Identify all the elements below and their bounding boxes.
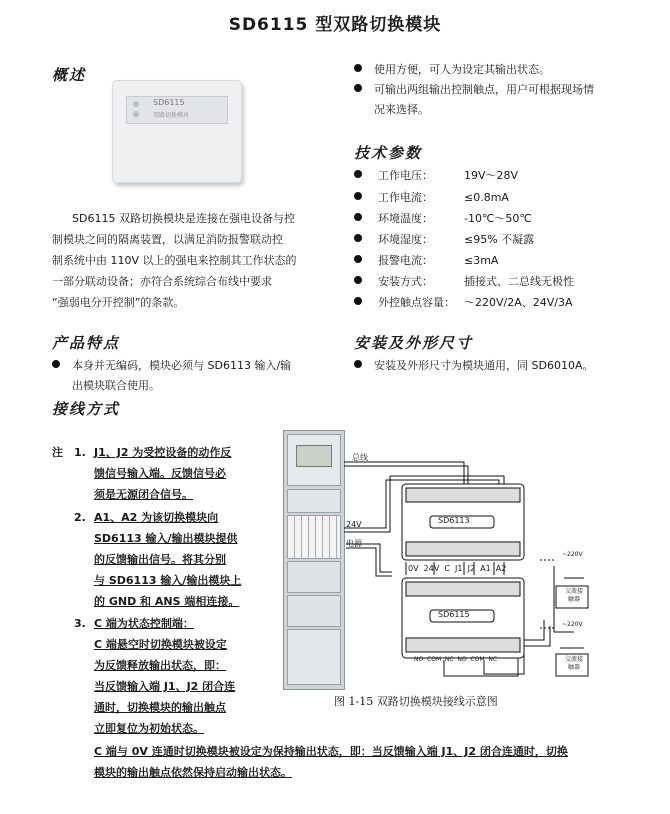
bullet-icon [354,84,362,92]
photo-name-text: 双路切换模块 [153,112,190,119]
spec-value: ～220V/2A、24V/3A [464,296,573,309]
install-text [354,356,654,376]
figure-caption: 图 1-15 双路切换模块接线示意图 [334,695,498,708]
note-line: C 端与 0V 连通时切换模块被设定为保持输出状态，即：当反馈输入端 J1、J2 闭合连通时，切换 [94,745,568,758]
page-title: SD6115 型双路切换模块 [228,15,442,35]
install-line: 安装及外形尺寸为模块通用，同 SD6010A。 [374,359,594,372]
bullet-icon [354,297,362,305]
contactor-text: 触器 [567,596,580,603]
bullet-icon [354,192,362,200]
note-line: 为反馈释放输出状态，即： [94,659,226,672]
spec-value: 19V～28V [464,169,519,182]
contactor-text: 交流接 [564,656,583,663]
terminal-block-bottom [406,638,520,652]
spec-value: ≤95% 不凝露 [464,233,535,246]
note-line: C 端悬空时切换模块被设定 [94,638,227,651]
spec-value: ≤3mA [464,254,499,267]
note-line: SD6113 输入/输出模块提供 [94,532,238,545]
module-photo [112,80,242,183]
bullet-icon [354,64,362,72]
note-line: 立即复位为初始状态。 [94,722,204,735]
ac-label-1: ~220V [562,551,583,558]
cabinet-panel [287,595,341,627]
contactor-label-1 [559,588,589,604]
bus-wire [344,462,464,484]
contactor-text: 触器 [567,664,580,671]
bullet-text: 况来选择。 [374,103,429,116]
led-icon [133,101,139,107]
overview-line: “强弱电分开控制”的条款。 [52,296,185,309]
overview-line: 制系统中由 110V 以上的强电来控制其工作状态的 [52,254,297,267]
spec-row [354,166,519,186]
cabinet-top-panel [287,434,341,486]
overview-heading: 概述 [52,66,87,84]
cabinet-panel [287,629,341,685]
spec-row [354,251,499,271]
note-number: 1. [74,446,86,459]
spec-value: ≤0.8mA [464,191,509,204]
note-item-2 [94,507,264,612]
bus-label: 总线 [352,453,368,462]
spec-row [354,272,574,292]
note-line: 的 GND 和 ANS 端相连接。 [94,595,240,608]
note-line: 模块的输出触点依然保持启动输出状态。 [94,766,292,779]
terminal-bottom-labels: NO COM NC NO COM NC [414,656,498,663]
overview-line: SD6115 双路切换模块是连接在强电设备与控 [72,212,295,225]
bullet-icon [354,234,362,242]
note-line: 通时，切换模块的输出触点 [94,701,226,714]
power-label: 电源 [346,539,362,548]
spec-value: 插接式、二总线无极性 [464,275,574,288]
install-heading: 安装及外形尺寸 [354,334,474,352]
v24-label: 24V [346,520,362,529]
ac-label-2: ~220V [562,621,583,628]
features-text [52,356,342,396]
spec-key: 报警电流： [378,254,433,267]
overview-text [52,208,332,313]
spec-key: 环境温度： [378,212,433,225]
spec-key: 工作电流： [378,191,433,204]
spec-row [354,188,509,208]
bullet-icon [354,255,362,263]
overview-line: 一部分联动设备；亦符合系统综合布线中要求 [52,275,272,288]
display-screen [296,445,332,467]
contactor-text: 交流接 [564,588,583,595]
note-line: 馈信号输入端。反馈信号必 [94,467,226,480]
led-icon [133,111,139,117]
features-line: 出模块联合使用。 [72,379,160,392]
note-line: 须是无源闭合信号。 [94,488,193,501]
note-line: J1、J2 为受控设备的动作反 [94,446,232,459]
note-line: A1、A2 为该切换模块向 [94,511,219,524]
note-line: 当反馈输入端 J1、J2 闭合连 [94,680,236,693]
terminal-block-top [406,488,520,502]
overview-line: 制模块之间的隔离装置，以满足消防报警联动控 [52,233,283,246]
feature-bullets [354,60,654,120]
spec-row [354,209,532,229]
bullet-text: 使用方便，可人为设定其输出状态。 [374,63,550,76]
module-1-label: SD6113 [438,516,470,525]
cabinet-printer [287,489,341,513]
cabinet-panel [287,561,341,593]
module-2-label: SD6115 [438,610,470,619]
terminal-block-top [406,582,520,596]
note-item-3 [94,613,264,739]
bullet-icon [354,170,362,178]
note-line: 与 SD6113 输入/输出模块上 [94,574,242,587]
spec-key: 工作电压： [378,169,433,182]
spec-key: 环境湿度： [378,233,433,246]
spec-key: 安装方式： [378,275,433,288]
features-heading: 产品特点 [52,334,121,352]
note-line: C 端为状态控制端： [94,617,194,630]
note-item-1 [94,442,264,505]
spec-row [354,293,573,313]
features-line: 本身并无编码，模块必须与 SD6113 输入/输 [72,359,292,372]
note-number: 2. [74,511,86,524]
bullet-icon [354,360,362,368]
note-number: 3. [74,617,86,630]
control-cabinet-image [283,430,345,690]
tech-heading: 技术参数 [354,144,423,162]
bus-wire [344,466,468,484]
note-label: 注 [52,446,63,459]
spec-key: 外控触点容量： [378,296,455,309]
note-line: 的反馈输出信号。将其分别 [94,553,226,566]
contactor-label-2 [559,656,589,672]
terminal-labels: 0V 24V C J1 J2 A1 A2 [408,564,507,573]
note-tail [94,741,654,783]
wiring-heading: 接线方式 [52,400,121,418]
bullet-text: 可输出两组输出控制触点，用户可根据现场情 [374,83,594,96]
spec-row [354,230,535,250]
spec-value: -10℃～50℃ [464,212,532,225]
cabinet-key-panel [287,515,341,559]
photo-model-text: SD6115 [153,98,185,107]
bullet-icon [354,276,362,284]
bullet-icon [52,360,60,368]
bullet-icon [354,213,362,221]
terminal-block-bottom [406,542,520,556]
photo-label-panel [126,96,228,124]
